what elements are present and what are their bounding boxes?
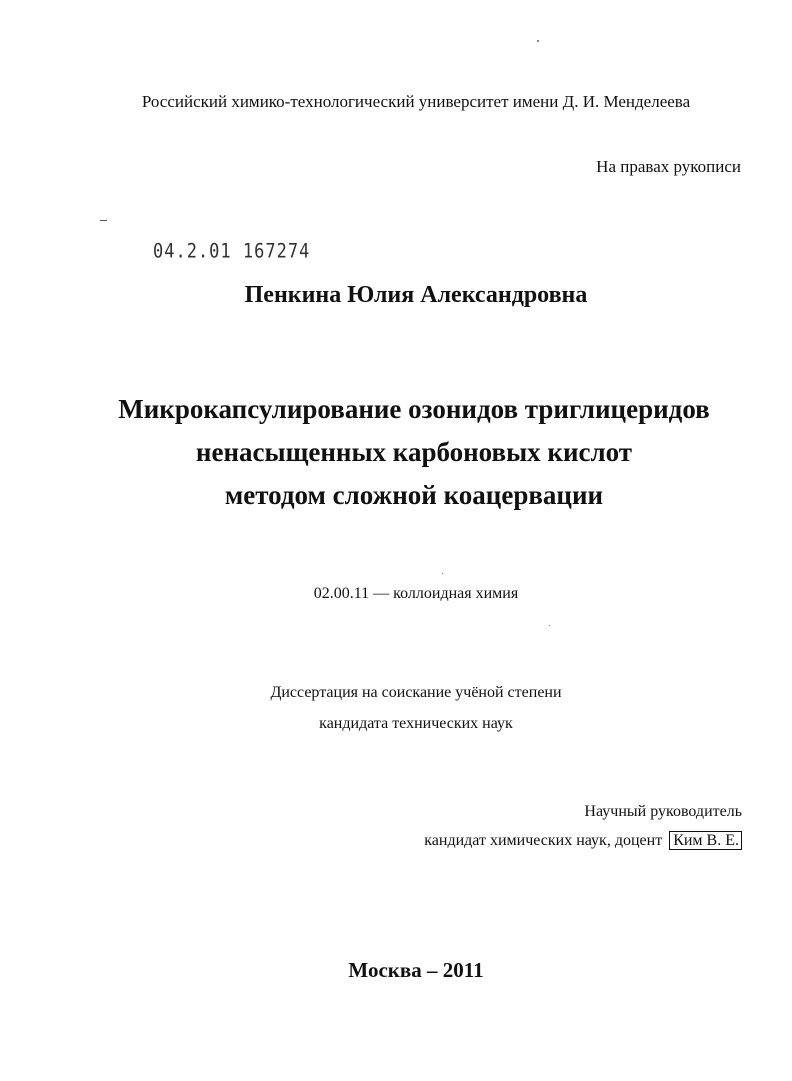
degree-line: Диссертация на соискание учёной степени (270, 684, 562, 701)
dissertation-title (0, 388, 792, 517)
city-year: Москва – 2011 (348, 958, 484, 982)
specialty-code: 02.00.11 — коллоидная химия (313, 585, 519, 602)
title-line: Микрокапсулирование озонидов триглицеридов (118, 394, 710, 424)
author-name: Пенкина Юлия Александровна (244, 282, 588, 308)
university-name: Российский химико-технологический университет имени Д. И. Менделеева (141, 92, 691, 111)
advisor-title: кандидат химических наук, доцент (424, 832, 663, 849)
advisor-line (424, 832, 742, 850)
advisor-name: Ким В. Е. (669, 831, 742, 850)
title-line: методом сложной коацервации (224, 480, 604, 510)
stamp-number: 04.2.01 167274 (153, 240, 311, 263)
scan-speck (442, 573, 443, 574)
advisor-label: Научный руководитель (584, 803, 742, 820)
scan-speck (549, 625, 550, 626)
scan-speck (537, 40, 539, 42)
degree-statement (0, 677, 792, 739)
title-line: ненасыщенных карбоновых кислот (195, 437, 633, 467)
scan-mark (100, 220, 107, 221)
degree-line: кандидата технических наук (319, 715, 513, 732)
manuscript-note: На правах рукописи (596, 157, 741, 176)
